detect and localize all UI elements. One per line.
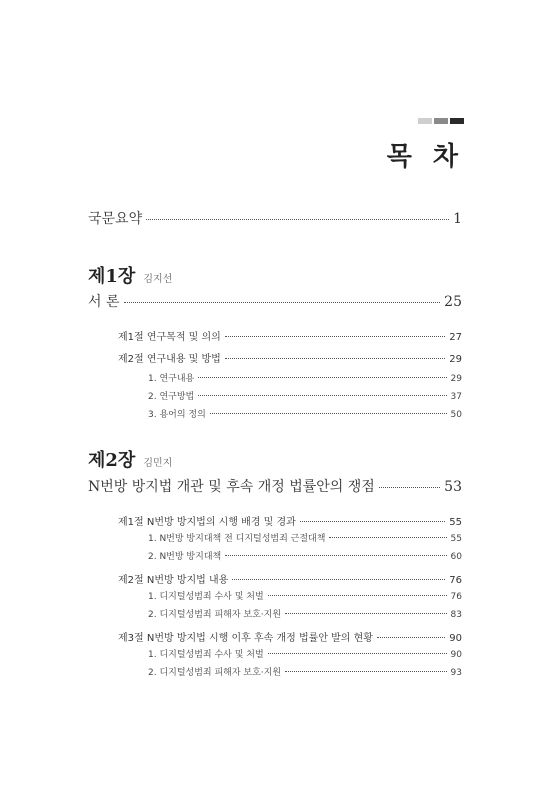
deco-block-mid: [434, 118, 448, 124]
toc-label: 2. 디지털성범죄 피해자 보호·지원: [148, 610, 282, 620]
toc-entry-section[interactable]: [118, 350, 462, 365]
toc-label: 제2절 N번방 방지법 내용: [118, 575, 229, 586]
leader-dots: [210, 413, 447, 414]
toc-label: 제1절 N번방 방지법의 시행 배경 및 경과: [118, 517, 296, 528]
toc-page: 55: [449, 517, 462, 528]
toc-page: 55: [450, 534, 462, 544]
toc-label: 2. N번방 방지대책: [148, 552, 222, 562]
leader-dots: [198, 377, 446, 378]
toc-page: 53: [444, 479, 462, 495]
leader-dots: [225, 336, 445, 337]
leader-dots: [198, 395, 446, 396]
leader-dots: [225, 555, 446, 556]
toc-label: 2. 연구방법: [148, 392, 195, 402]
toc-entry-subsection[interactable]: [148, 407, 462, 420]
leader-dots: [285, 671, 446, 672]
toc-page: 1: [453, 211, 462, 227]
chapter-author: 김지선: [143, 274, 173, 285]
toc-entry-subsection[interactable]: [148, 371, 462, 384]
toc-page: 93: [450, 668, 462, 678]
toc-page: 76: [449, 575, 462, 586]
deco-block-light: [418, 118, 432, 124]
toc-entry-subsection[interactable]: [148, 607, 462, 620]
toc-page: 60: [450, 552, 462, 562]
page-title: 목 차: [386, 142, 464, 172]
toc-label: 국문요약: [88, 211, 143, 227]
toc-label: 1. 디지털성범죄 수사 및 처벌: [148, 650, 264, 660]
chapter-author: 김민지: [143, 458, 173, 469]
toc-page: 29: [449, 354, 462, 365]
toc-entry-section[interactable]: [118, 513, 462, 528]
leader-dots: [300, 521, 445, 522]
toc-label: 제2절 연구내용 및 방법: [118, 354, 221, 365]
toc-page: 90: [450, 650, 462, 660]
toc-page: 37: [450, 392, 462, 402]
toc-entry-subsection[interactable]: [148, 389, 462, 402]
leader-dots: [268, 653, 447, 654]
leader-dots: [268, 595, 447, 596]
toc-entry-chapter1[interactable]: [88, 291, 462, 311]
toc-page: 90: [449, 633, 462, 644]
toc-label: 제3절 N번방 방지법 시행 이후 후속 개정 법률안 발의 현황: [118, 633, 373, 644]
toc-page: 27: [449, 332, 462, 343]
chapter-number: 제2장: [88, 450, 136, 471]
leader-dots: [379, 487, 440, 488]
toc-label: 3. 용어의 정의: [148, 410, 206, 420]
toc-page: 25: [444, 294, 462, 310]
toc-page: 29: [450, 374, 462, 384]
toc-entry-subsection[interactable]: [148, 589, 462, 602]
toc-label: 서 론: [88, 294, 120, 310]
toc-entry-chapter2[interactable]: [88, 476, 462, 496]
chapter2-heading: [88, 446, 172, 472]
toc-entry-subsection[interactable]: [148, 549, 462, 562]
chapter1-heading: [88, 262, 172, 288]
leader-dots: [124, 302, 441, 303]
toc-label: 1. 디지털성범죄 수사 및 처벌: [148, 592, 264, 602]
toc-page: 76: [450, 592, 462, 602]
toc-label: N번방 방지법 개관 및 후속 개정 법률안의 쟁점: [88, 479, 375, 495]
toc-entry-section[interactable]: [118, 328, 462, 343]
deco-block-dark: [450, 118, 464, 124]
toc-entry-section[interactable]: [118, 571, 462, 586]
leader-dots: [146, 219, 449, 220]
leader-dots: [329, 537, 446, 538]
toc-entry-subsection[interactable]: [148, 531, 462, 544]
leader-dots: [377, 637, 445, 638]
toc-page: 83: [450, 610, 462, 620]
leader-dots: [285, 613, 446, 614]
toc-label: 1. N번방 방지대책 전 디지털성범죄 근절대책: [148, 534, 326, 544]
toc-entry-section[interactable]: [118, 629, 462, 644]
toc-label: 제1절 연구목적 및 의의: [118, 332, 221, 343]
toc-entry-subsection[interactable]: [148, 647, 462, 660]
toc-label: 1. 연구내용: [148, 374, 195, 384]
leader-dots: [232, 579, 445, 580]
chapter-number: 제1장: [88, 266, 136, 287]
title-decoration: [418, 118, 464, 124]
leader-dots: [225, 358, 445, 359]
toc-entry-subsection[interactable]: [148, 665, 462, 678]
toc-page: 50: [450, 410, 462, 420]
toc-label: 2. 디지털성범죄 피해자 보호·지원: [148, 668, 282, 678]
toc-entry-abstract[interactable]: [88, 208, 462, 228]
